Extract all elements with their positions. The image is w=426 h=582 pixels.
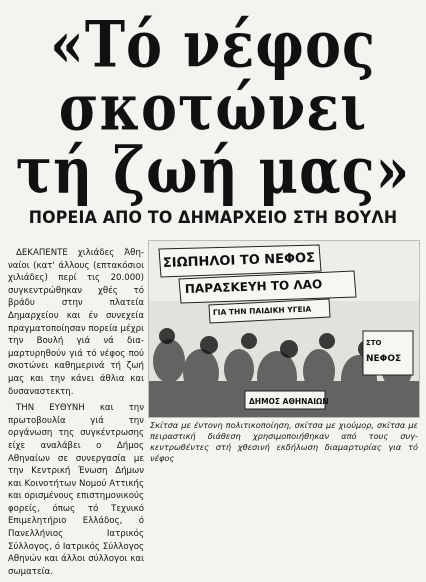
sign-text-4: ΣΤΟ bbox=[366, 339, 382, 347]
sign-text-2: ΠΑΡΑΣΚΕΥΗ ΤΟ ΛΑΟ bbox=[184, 277, 323, 296]
photo-caption: Σκίτσα με έντονη πολιτικοποίηση, σκίτσα με χιούμορ, σκίτσα με πειραστική διάθεση χρησιμοποιήθηκαν από τους συγκεντρωθέντες στή χθεσινή εκδήλωση διαμαρτυρίας για τό νέφος bbox=[150, 420, 418, 463]
headline-line-2: σκοτώνει bbox=[58, 69, 368, 145]
article-paragraph-1: ΔΕΚΑΠΕΝΤΕ χιλιάδες Άθηναίοι (κατ' άλλους (επτακόσιοι χιλιάδες) περί τις 20.000) συγκεντρώθηκαν χθές τό βράδυ στην πλατεία Δημαρχείου και έν συνεχεία πραγματοποίησαν πορεία μέχρι την Βουλή γιά νά διαμαρτυρηθούν γιά τό νέφος πού σκοτώνει καθημερινά τή ζωή μας και την κάνει άθλια και δυσαναστεκτη. bbox=[8, 248, 144, 397]
sign-text-3: ΓΙΑ ΤΗΝ ΠΑΙΔΙΚΗ ΥΓΕΙΑ bbox=[212, 304, 312, 317]
sign-text-4b: ΝΕΦΟΣ bbox=[366, 354, 402, 364]
protest-photo bbox=[148, 240, 420, 418]
sign-text-1: ΣΙΩΠΗΛΟΙ ΤΟ ΝΕΦΟΣ bbox=[162, 250, 316, 271]
headline-line-3: τή ζωή μας» bbox=[15, 132, 411, 208]
headline-line-1: «Τό νέφος bbox=[50, 6, 376, 82]
sign-text-5: ΔΗΜΟΣ ΑΘΗΝΑΙΩΝ bbox=[249, 397, 329, 406]
article-paragraph-2: ΤΗΝ ΕΥΘΥΝΗ και την πρωτοβουλία γιά την οργάνωση της συγκέντρωσης είχε αναλάβει ο Δήμος Αθηναίων σε συνεργασία με την Κεντρική Ένωση Δήμων και Κοινοτήτων Νομού Αττικής και ορισμένους επιστημονικούς φορείς, όπως τό Τεχνικό Επιμελητήριο Ελλάδος, ό Πανελλήνιος Ιατρικός Σύλλογος, ό Ιατρικός Σύλλογος Αθηνών και άλλοι σύλλογοι και σωματεία. bbox=[8, 403, 144, 577]
subheadline: ΠΟΡΕΙΑ ΑΠΟ ΤΟ ΔΗΜΑΡΧΕΙΟ ΣΤΗ ΒΟΥΛΗ bbox=[28, 208, 398, 228]
article-body bbox=[8, 247, 144, 582]
sign-right bbox=[363, 331, 413, 375]
